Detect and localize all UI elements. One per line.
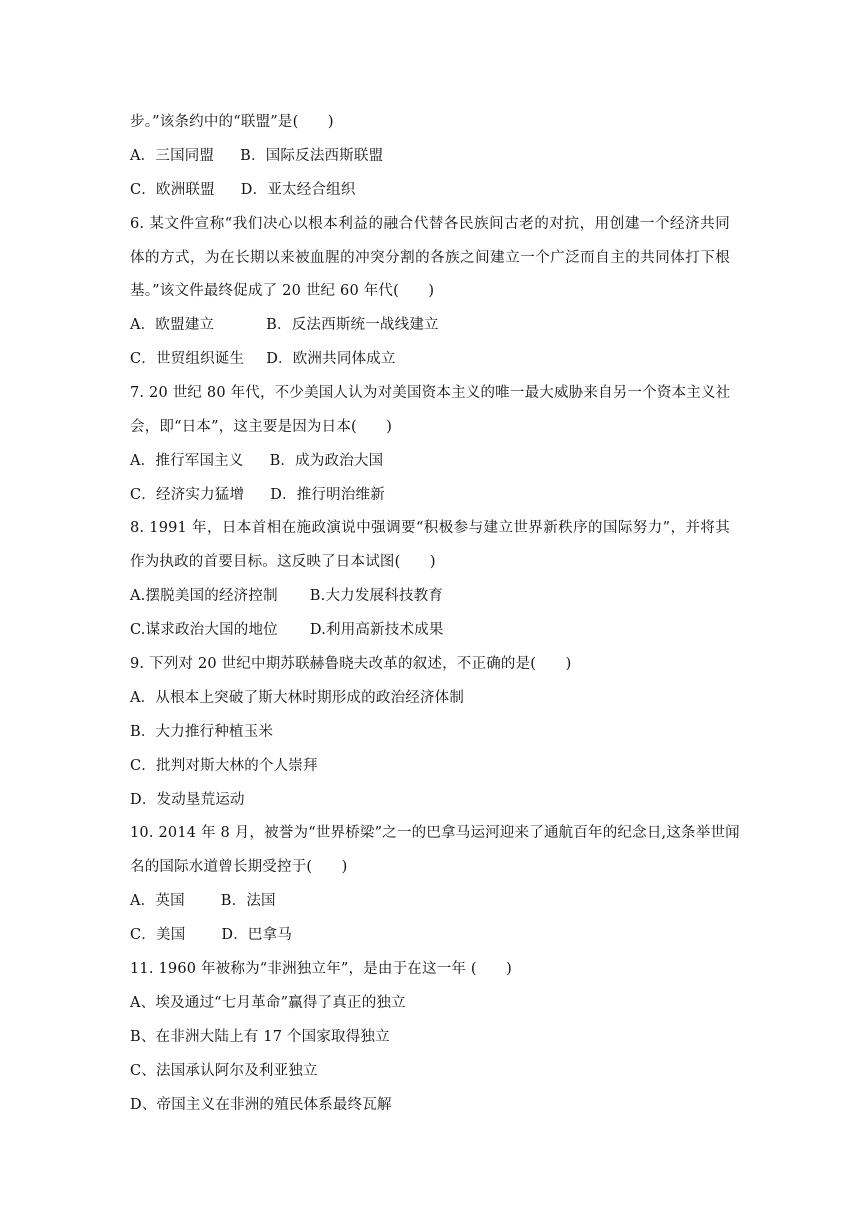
question-8-options-ab bbox=[130, 586, 730, 606]
option-c: C．经济实力猛增 bbox=[130, 487, 245, 503]
option-a: A．英国 bbox=[130, 893, 185, 909]
question-10-stem-line-2: 名的国际水道曾长期受控于( ) bbox=[130, 859, 348, 875]
option-d: D．欧洲共同体成立 bbox=[266, 351, 396, 367]
option-b: B．法国 bbox=[220, 893, 276, 909]
question-7-options-ab bbox=[130, 451, 730, 471]
option-c: C.谋求政治大国的地位 bbox=[130, 622, 278, 638]
question-6-options-ab bbox=[130, 315, 730, 335]
question-9-option-b: B．大力推行种植玉米 bbox=[130, 724, 274, 740]
option-a: A．三国同盟 bbox=[130, 148, 215, 164]
option-b: B.大力发展科技教育 bbox=[309, 588, 444, 604]
question-11-option-b: B、在非洲大陆上有 17 个国家取得独立 bbox=[130, 1029, 390, 1045]
option-d: D．巴拿马 bbox=[221, 927, 293, 943]
option-a: A.摆脱美国的经济控制 bbox=[130, 588, 278, 604]
question-6-stem-line-1: 6. 某文件宣称“我们决心以根本利益的融合代替各民族间古老的对抗，用创建一个经济共同 bbox=[130, 216, 730, 232]
question-9-option-d: D．发动垦荒运动 bbox=[130, 792, 245, 808]
question-9-option-c: C．批判对斯大林的个人崇拜 bbox=[130, 758, 318, 774]
question-5-stem-end: 步。”该条约中的“联盟”是( ) bbox=[130, 114, 334, 130]
question-10-options-ab bbox=[130, 891, 730, 911]
question-5-options-cd bbox=[130, 180, 730, 200]
question-11-option-d: D、帝国主义在非洲的殖民体系最终瓦解 bbox=[130, 1097, 392, 1113]
question-10-stem-line-1: 10. 2014 年 8 月，被誉为“世界桥梁”之一的巴拿马运河迎来了通航百年的纪念日,这条举世闻 bbox=[130, 825, 740, 841]
question-5-options-ab bbox=[130, 146, 730, 166]
question-6-stem-line-2: 体的方式，为在长期以来被血腥的冲突分割的各族之间建立一个广泛而自主的共同体打下根 bbox=[130, 250, 730, 266]
question-11-option-a: A、埃及通过“七月革命”赢得了真正的独立 bbox=[130, 995, 406, 1011]
question-9-stem: 9. 下列对 20 世纪中期苏联赫鲁晓夫改革的叙述，不正确的是( ) bbox=[130, 656, 572, 672]
option-c: C．欧洲联盟 bbox=[130, 182, 215, 198]
question-7-stem-line-2: 会，即“日本”，这主要是因为日本( ) bbox=[130, 419, 393, 435]
option-c: C．美国 bbox=[130, 927, 186, 943]
question-10-options-cd bbox=[130, 925, 730, 945]
option-a: A．推行军国主义 bbox=[130, 453, 244, 469]
option-a: A．欧盟建立 bbox=[130, 317, 215, 333]
question-11-option-c: C、法国承认阿尔及利亚独立 bbox=[130, 1063, 318, 1079]
option-c: C．世贸组织诞生 bbox=[130, 351, 245, 367]
question-6-stem-line-3: 基。”该文件最终促成了 20 世纪 60 年代( ) bbox=[130, 283, 435, 299]
option-b: B．国际反法西斯联盟 bbox=[240, 148, 384, 164]
question-9-option-a: A．从根本上突破了斯大林时期形成的政治经济体制 bbox=[130, 690, 465, 706]
question-8-stem-line-1: 8. 1991 年，日本首相在施政演说中强调要“积极参与建立世界新秩序的国际努力”，并将其 bbox=[130, 520, 730, 536]
question-8-stem-line-2: 作为执政的首要目标。这反映了日本试图( ) bbox=[130, 554, 436, 570]
question-7-stem-line-1: 7. 20 世纪 80 年代，不少美国人认为对美国资本主义的唯一最大威胁来自另一个资本主义社 bbox=[130, 385, 731, 401]
option-b: B．反法西斯统一战线建立 bbox=[266, 317, 439, 333]
option-d: D．亚太经合组织 bbox=[240, 182, 356, 198]
option-b: B．成为政治大国 bbox=[269, 453, 384, 469]
option-d: D．推行明治维新 bbox=[270, 487, 385, 503]
option-d: D.利用高新技术成果 bbox=[309, 622, 444, 638]
question-7-options-cd bbox=[130, 485, 730, 505]
question-6-options-cd bbox=[130, 349, 730, 369]
question-11-stem: 11. 1960 年被称为“非洲独立年”，是由于在这一年 ( ) bbox=[130, 961, 513, 977]
question-8-options-cd bbox=[130, 620, 730, 640]
